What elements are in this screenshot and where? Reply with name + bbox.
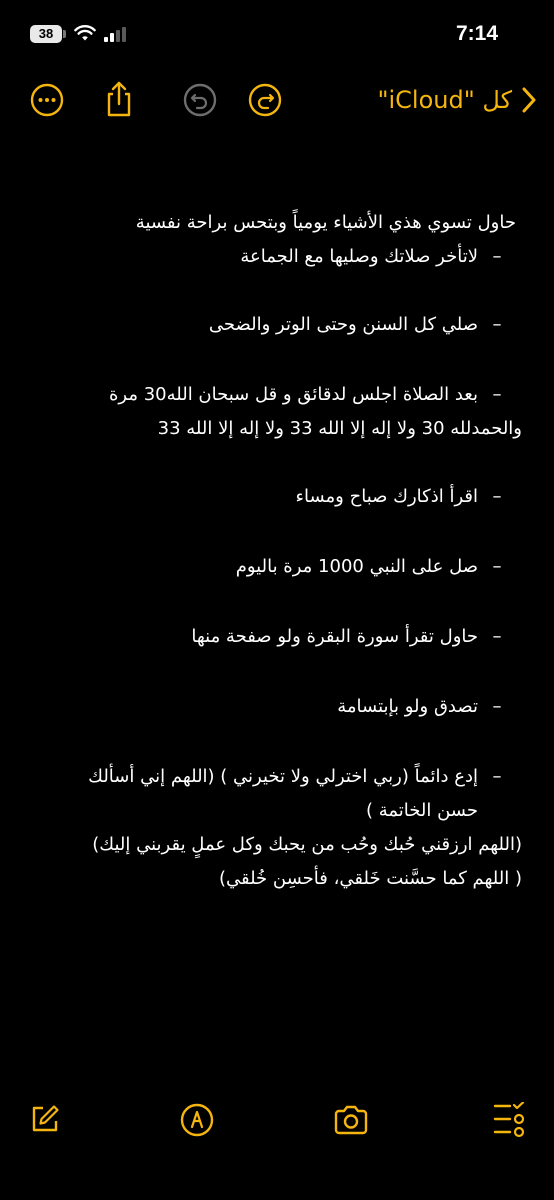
share-icon[interactable] — [104, 80, 134, 118]
list-item: –لاتأخر صلاتك وصليها مع الجماعة — [240, 246, 502, 267]
ellipsis-circle-icon[interactable] — [30, 83, 64, 117]
back-to-icloud-button[interactable] — [377, 82, 536, 118]
redo-icon[interactable] — [248, 83, 282, 117]
camera-icon[interactable] — [333, 1105, 369, 1135]
list-item: –إدع دائماً (ربي اخترلي ولا تخيرني ) (اللهم إني أسألك — [88, 766, 502, 787]
markup-pen-icon[interactable] — [180, 1103, 214, 1137]
list-item: –حاول تقرأ سورة البقرة ولو صفحة منها — [191, 626, 502, 647]
list-item: –صل على النبي 1000 مرة باليوم — [235, 556, 502, 577]
battery-indicator: 38 — [30, 25, 62, 43]
cellular-signal-icon — [104, 26, 128, 42]
checklist-icon[interactable] — [492, 1102, 526, 1138]
note-body[interactable] — [40, 206, 522, 896]
list-item-continuation: حسن الخاتمة ) — [365, 800, 478, 821]
wifi-icon — [74, 24, 96, 42]
list-item: –تصدق ولو بإبتسامة — [337, 696, 502, 717]
status-bar — [0, 0, 554, 60]
list-item: –صلي كل السنن وحتى الوتر والضحى — [208, 314, 502, 335]
undo-icon[interactable] — [183, 83, 217, 117]
note-intro: حاول تسوي هذي الأشياء يومياً وبتحس براحة نفسية — [135, 212, 516, 233]
chevron-left-icon — [522, 87, 536, 113]
back-label: كل "iCloud" — [377, 86, 512, 114]
note-line: (اللهم ارزقني حُبك وحُب من يحبك وكل عملٍ يقربني إليك) — [92, 834, 522, 855]
list-item: –اقرأ اذكارك صباح ومساء — [295, 486, 502, 507]
clock-time: 7:14 — [455, 22, 498, 45]
list-item-continuation: والحمدلله 30 ولا إله إلا الله 33 ولا إله إلا الله 33 — [157, 418, 522, 439]
battery-cap — [63, 30, 66, 38]
note-line: ( اللهم كما حسَّنت خَلقي، فأحسِن خُلقي) — [218, 868, 522, 889]
list-item: –بعد الصلاة اجلس لدقائق و قل سبحان الله30 مرة — [108, 384, 502, 405]
compose-icon[interactable] — [30, 1104, 60, 1134]
